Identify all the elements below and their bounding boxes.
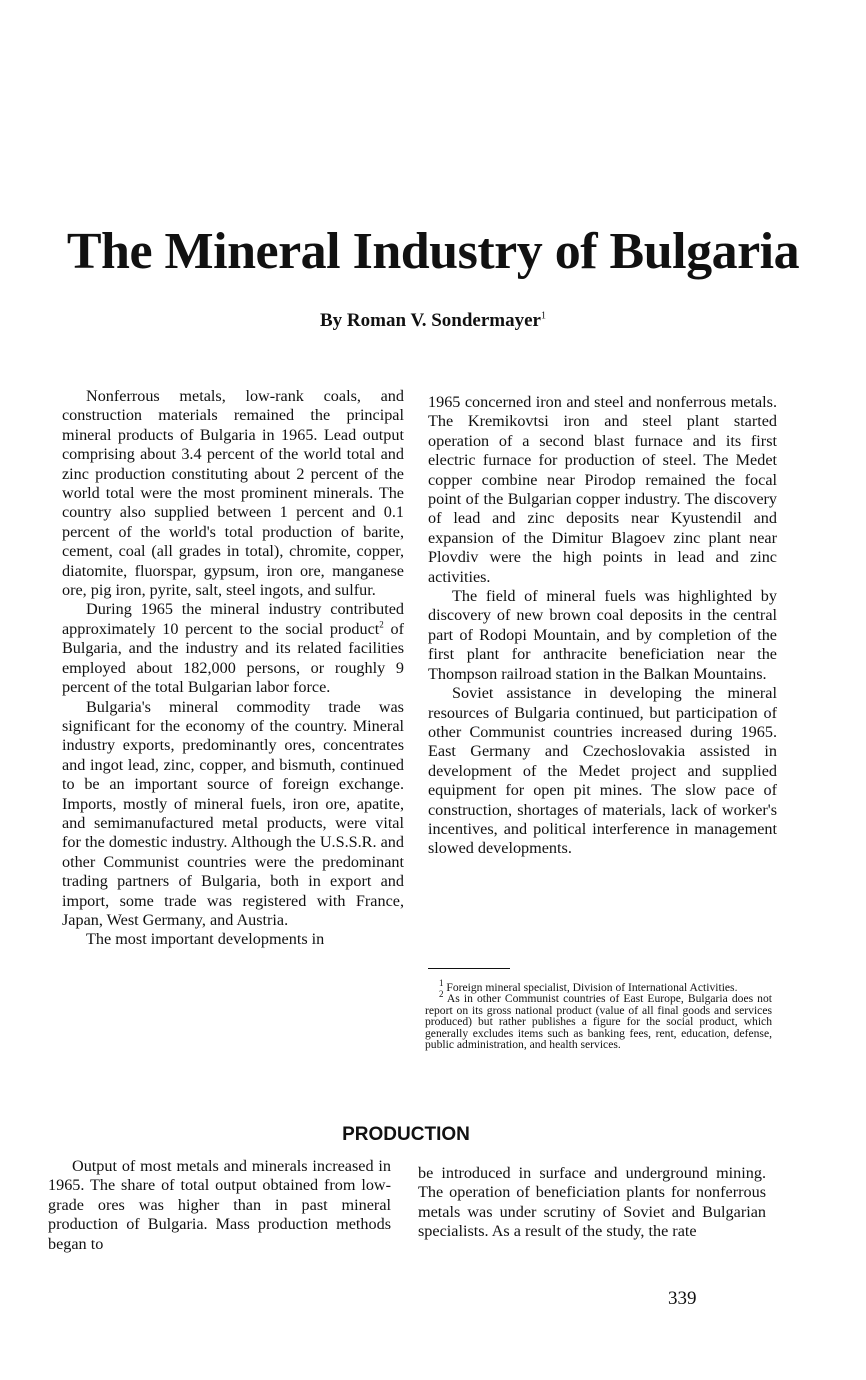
footnote-divider — [428, 968, 510, 969]
paragraph-developments-continued: 1965 concerned iron and steel and nonferrous metals. The Kremikovtsi iron and steel plant started operation of a second blast furnace and its first electric furnace for production of steel. The Medet copper combine near Pirodop remained the focal point of the Bulgarian copper industry. The discovery of lead and zinc deposits near Kyustendil and expansion of the Dimitur Blagoev zinc plant near Plovdiv were the high points in lead and zinc activities. — [428, 393, 777, 586]
footnotes — [425, 978, 772, 1052]
footnote-ref-2: 2 — [379, 619, 384, 630]
page-number: 339 — [668, 1288, 697, 1309]
section-heading-production: PRODUCTION — [342, 1124, 470, 1145]
paragraph-social-product-a: During 1965 the mineral industry contributed approximately 10 percent to the social product — [62, 600, 404, 638]
production-column-left — [48, 1157, 391, 1254]
paragraph-social-product-b: of Bulgaria, and the industry and its related facilities employed about 182,000 persons, or roughly 9 percent of the total Bulgarian labor force. — [62, 619, 404, 697]
paragraph-trade: Bulgaria's mineral commodity trade was significant for the economy of the country. Mineral industry exports, predominantly ores, concentrates and ingot lead, zinc, copper, and bismuth, continued to be an important source of foreign exchange. Imports, mostly of mineral fuels, iron ore, apatite, and semimanufactured metal products, were vital for the domestic industry. Although the U.S.S.R. and other Communist countries were the predominant trading partners of Bulgaria, both in export and import, some trade was registered with France, Japan, West Germany, and Austria. — [62, 697, 404, 929]
paragraph-production: Output of most metals and minerals increased in 1965. The share of total output obtained from low-grade ores was higher than in past mineral production of Bulgaria. Mass production methods began to — [48, 1157, 391, 1253]
paragraph-developments-start: The most important developments in — [86, 930, 325, 949]
body-column-left — [62, 387, 404, 950]
author-byline — [0, 310, 866, 332]
footnote-1-mark: 1 — [439, 978, 444, 989]
footnote-2-text: As in other Communist countries of East Europe, Bulgaria does not report on its gross national product (value of all final goods and services produced) but rather publishes a figure for the social product, which generally excludes items such as banking fees, rent, education, defense, public administration, and health services. — [425, 992, 772, 1052]
paragraph-production-continued: be introduced in surface and underground mining. The operation of beneficiation plants for nonferrous metals was under scrutiny of Soviet and Bulgarian specialists. As a result of the study, the rate — [418, 1164, 766, 1241]
paragraph-intro: Nonferrous metals, low-rank coals, and construction materials remained the principal mineral products of Bulgaria in 1965. Lead output comprising about 3.4 percent of the world total and zinc production constituting about 2 percent of the world total were the most prominent minerals. The country also supplied between 1 percent and 0.1 percent of the world's total production of barite, cement, coal (all grades in total), chromite, copper, diatomite, fluorspar, gypsum, iron ore, manganese ore, pig iron, pyrite, salt, steel ingots, and sulfur. — [62, 387, 404, 600]
footnote-2 — [425, 989, 772, 1052]
article-title: The Mineral Industry of Bulgaria — [66, 223, 800, 280]
paragraph-soviet-assistance: Soviet assistance in developing the mineral resources of Bulgaria continued, but participation of other Communist countries increased during 1965. East Germany and Czechoslovakia assisted in development of the Medet project and supplied equipment for open pit mines. The slow pace of construction, shortages of materials, lack of worker's incentives, and political interference in management slowed developments. — [428, 684, 777, 858]
footnote-1-text: Foreign mineral specialist, Division of International Activities. — [443, 981, 738, 994]
production-column-right — [418, 1164, 766, 1242]
paragraph-mineral-fuels: The field of mineral fuels was highlighted by discovery of new brown coal deposits in the central part of Rodopi Mountain, and by completion of the first plant for anthracite beneficiation near the Thompson railroad station in the Balkan Mountains. — [428, 587, 777, 683]
paragraph-social-product — [62, 600, 404, 697]
byline-footnote-mark: 1 — [540, 310, 546, 322]
body-column-right — [428, 393, 777, 859]
author-name: By Roman V. Sondermayer — [320, 310, 541, 331]
footnote-2-mark: 2 — [439, 989, 444, 1000]
